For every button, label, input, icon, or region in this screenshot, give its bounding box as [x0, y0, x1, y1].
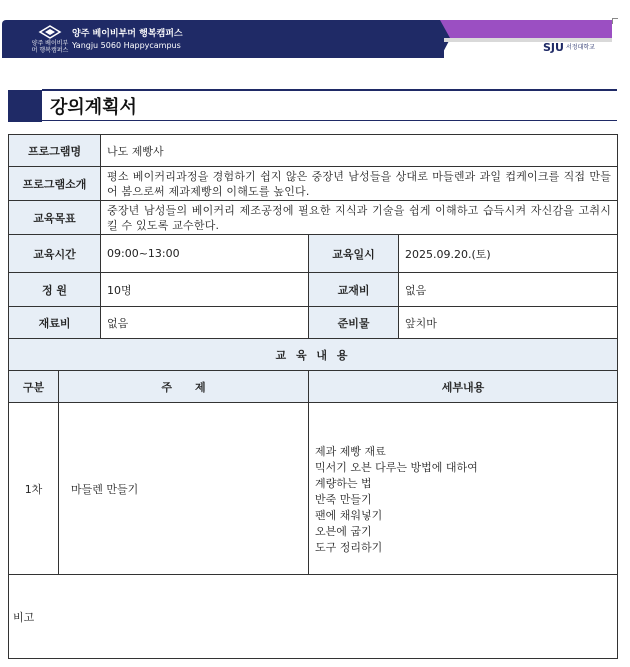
- capacity-label: 정 원: [9, 273, 101, 307]
- university-logo: SJU: [543, 41, 564, 54]
- program-intro-value: 평소 베이커리과정을 경험하기 쉽지 않은 중장년 남성들을 상대로 마들렌과 과일 컵케이크를 직접 만들어 봄으로써 제과제빵의 이해도를 높인다.: [101, 167, 618, 201]
- row-goal: [9, 201, 618, 235]
- title-rule-top: [42, 89, 617, 91]
- date-value: 2025.09.20.(토): [399, 235, 618, 273]
- prep-value: 앞치마: [399, 307, 618, 339]
- row-capacity: [9, 273, 618, 307]
- detail-line: 반죽 만들기: [315, 492, 372, 506]
- detail-line: 팬에 채워넣기: [315, 508, 383, 522]
- corner-mark: [612, 18, 618, 24]
- title-accent-block: [8, 90, 42, 122]
- row-note: [9, 575, 618, 659]
- detail-line: 계량하는 법: [315, 476, 372, 490]
- detail-line: 도구 정리하기: [315, 540, 383, 554]
- row-program-name: [9, 135, 618, 167]
- prep-label: 준비물: [309, 307, 399, 339]
- row-section-title: [9, 339, 618, 371]
- topic-header: 주 제: [59, 371, 309, 403]
- note-cell[interactable]: [9, 575, 618, 659]
- title-rule-bottom: [42, 120, 617, 121]
- banner-title: 양주 베이비부머 행복캠퍼스: [72, 29, 183, 39]
- textbook-label: 교재비: [309, 273, 399, 307]
- time-label: 교육시간: [9, 235, 101, 273]
- row-content-headers: [9, 371, 618, 403]
- time-value: 09:00~13:00: [101, 235, 309, 273]
- detail-cell: [309, 403, 618, 575]
- page-title: 강의계획서: [50, 97, 137, 118]
- table-row: [9, 403, 618, 575]
- date-label: 교육일시: [309, 235, 399, 273]
- detail-line: 오븐에 굽기: [315, 524, 372, 538]
- detail-line: 믹서기 오븐 다루는 방법에 대하여: [315, 460, 478, 474]
- goal-label: 교육목표: [9, 201, 101, 235]
- goal-value: 중장년 남성들의 베이커리 제조공정에 필요한 지식과 기술을 쉽게 이해하고 습득시켜 자신감을 고취시킬 수 있도록 교수한다.: [101, 201, 618, 235]
- banner-subtitle: Yangju 5060 Happycampus: [72, 41, 181, 50]
- program-name-value: 나도 제빵사: [101, 135, 618, 167]
- session-header: 구분: [9, 371, 59, 403]
- capacity-value: 10명: [101, 273, 309, 307]
- note-label: 비고: [13, 610, 35, 624]
- program-name-label: 프로그램명: [9, 135, 101, 167]
- program-intro-label: 프로그램소개: [9, 167, 101, 201]
- lecture-plan-table: [8, 134, 618, 659]
- row-time-date: [9, 235, 618, 273]
- university-name: 서정대학교: [566, 44, 595, 51]
- header-banner: [0, 0, 630, 60]
- row-program-intro: [9, 167, 618, 201]
- session-cell: 1차: [9, 403, 59, 575]
- material-value: 없음: [101, 307, 309, 339]
- banner-purple-bar: [440, 20, 612, 38]
- content-section-title: 교 육 내 용: [9, 339, 618, 371]
- detail-header: 세부내용: [309, 371, 618, 403]
- material-label: 재료비: [9, 307, 101, 339]
- detail-line: 제과 제빵 재료: [315, 444, 386, 458]
- campus-logo-text: 양주 베이비부머 행복캠퍼스: [31, 40, 69, 54]
- row-material: [9, 307, 618, 339]
- topic-cell: 마들렌 만들기: [59, 403, 309, 575]
- textbook-value: 없음: [399, 273, 618, 307]
